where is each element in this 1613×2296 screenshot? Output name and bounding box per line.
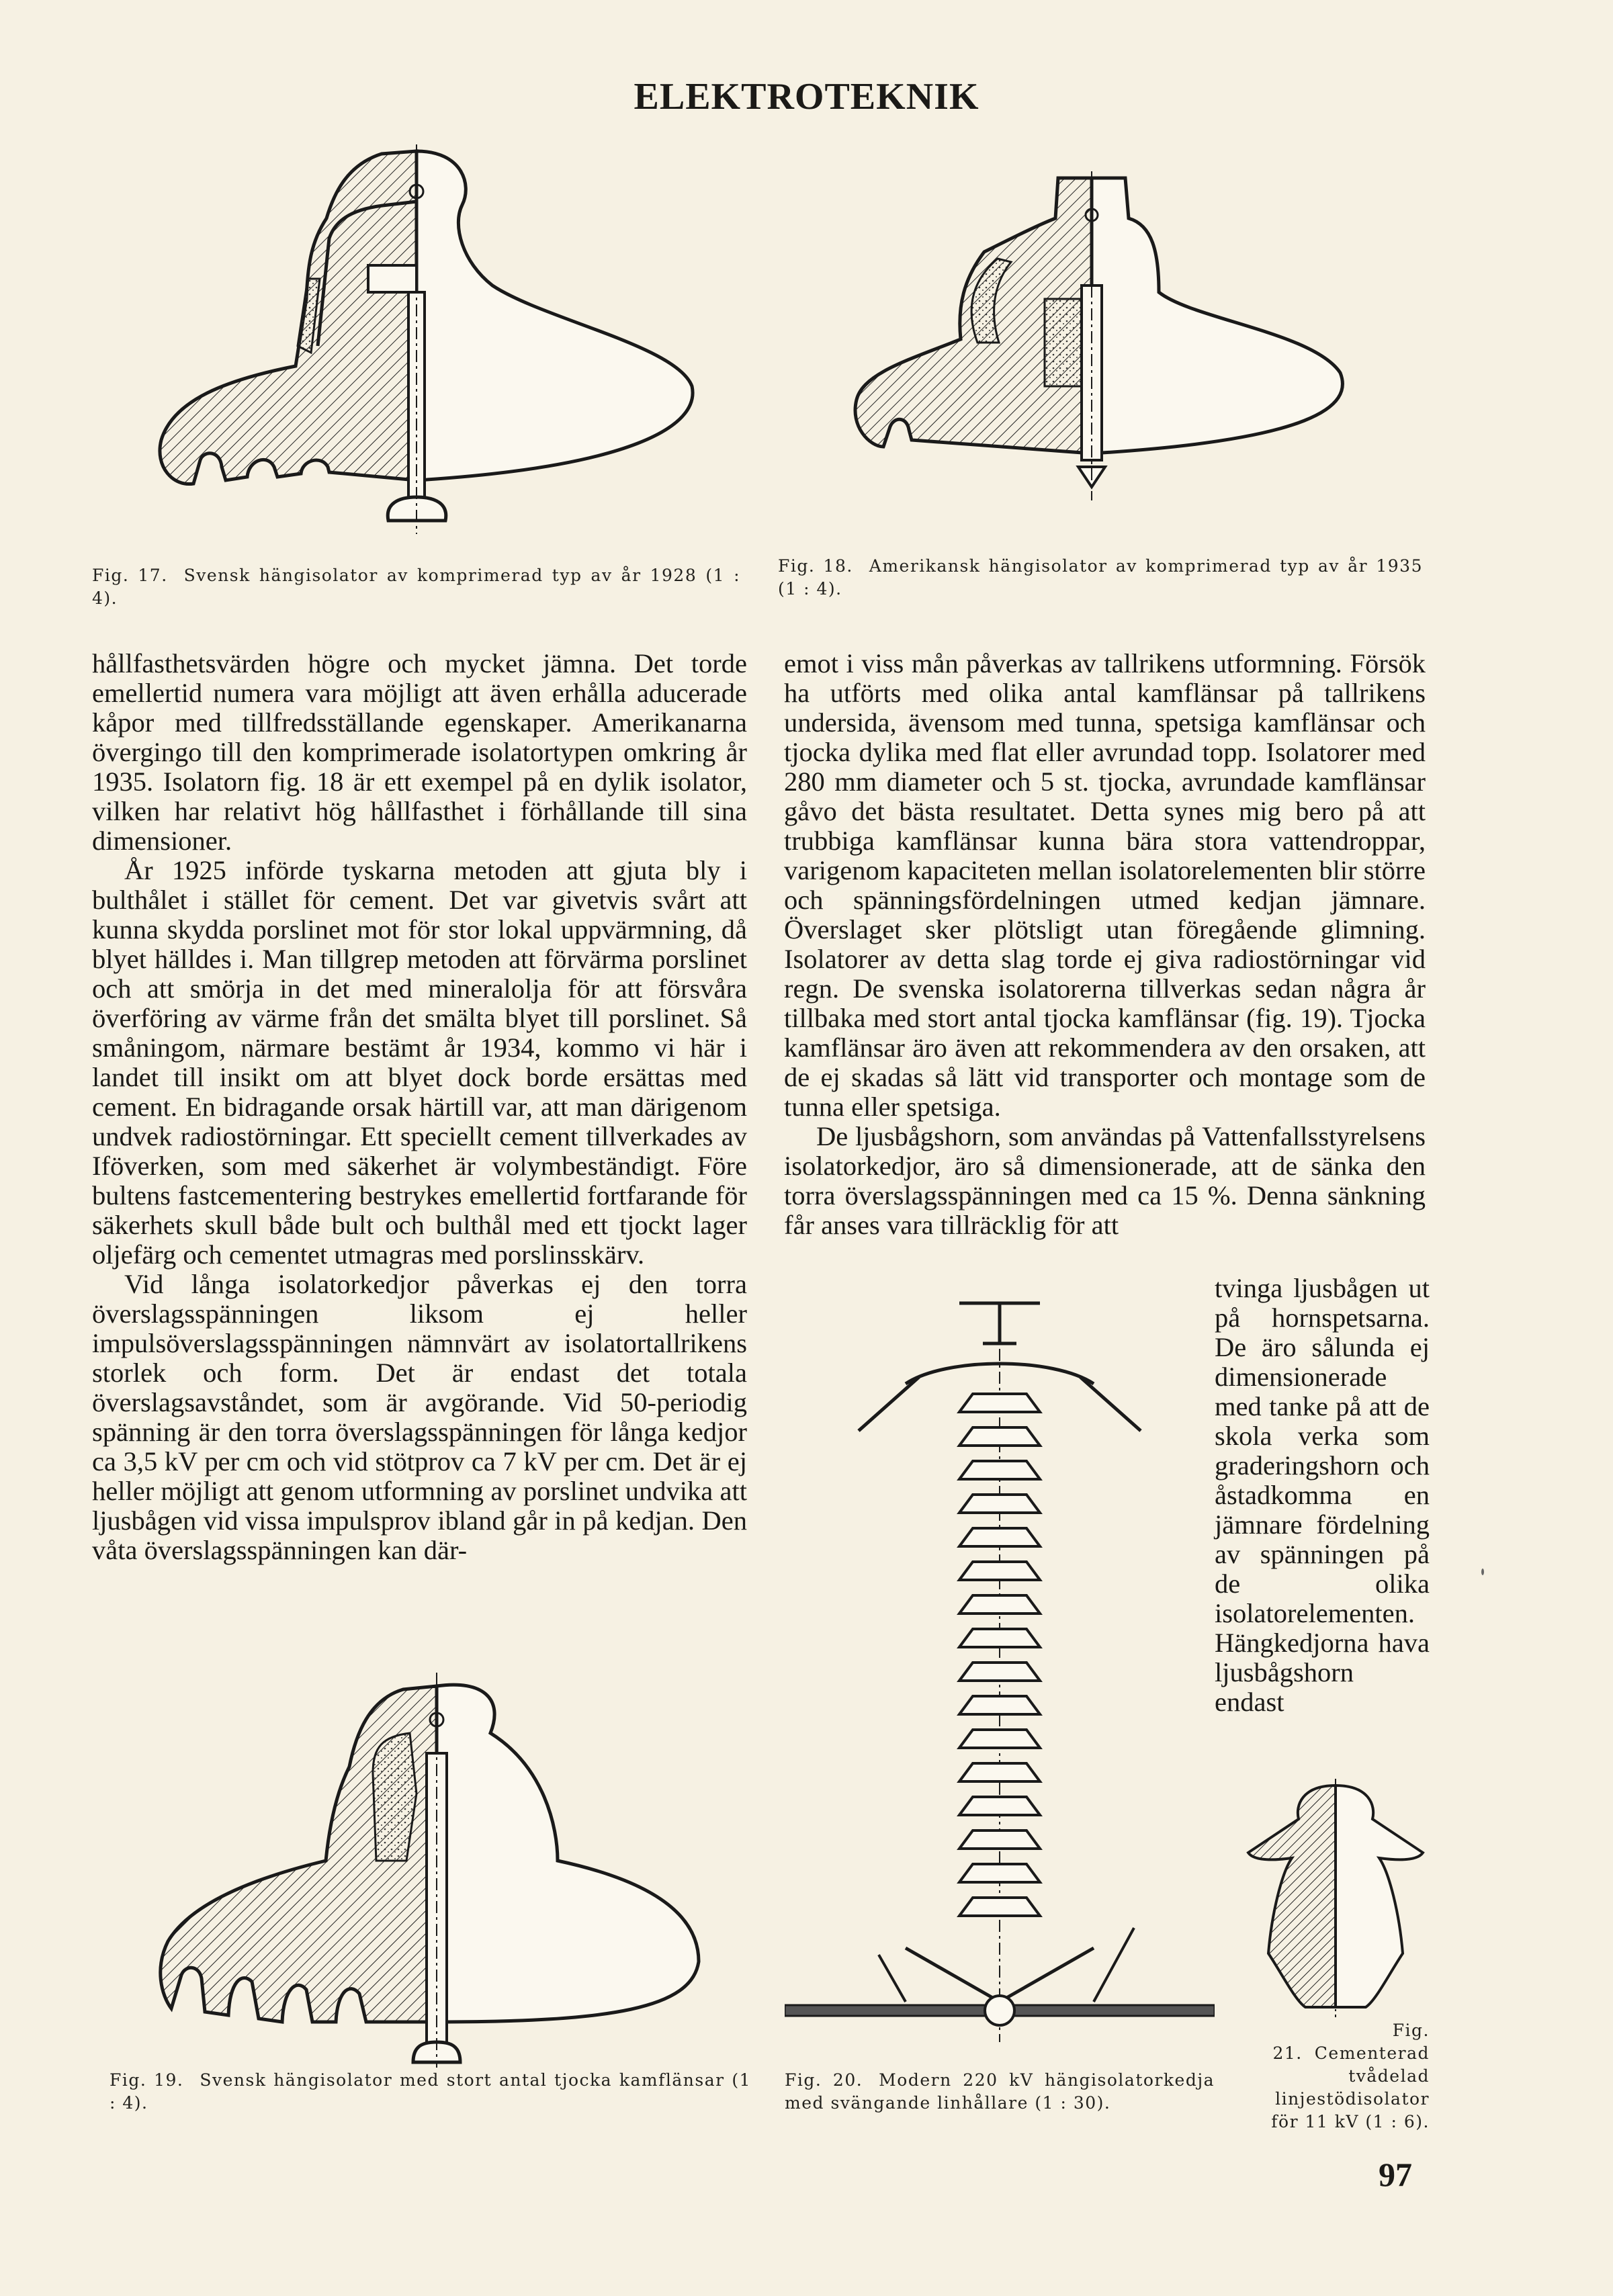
figure-20-illustration <box>785 1290 1215 2049</box>
figure-21-illustration <box>1235 1779 1436 2021</box>
figure-19-number: Fig. 19. <box>110 2070 184 2090</box>
figure-20-number: Fig. 20. <box>785 2070 863 2090</box>
left-text-column <box>92 649 747 1565</box>
figure-18-caption-text: Amerikansk hängisolator av komprimerad typ av år 1935 (1 : 4). <box>778 556 1423 599</box>
figure-17-illustration <box>146 144 704 547</box>
header-initial: E <box>634 76 660 118</box>
right-text-column <box>784 649 1426 1240</box>
figure-20-caption-text: Modern 220 kV hängisolatorkedja med svängande linhållare (1 : 30). <box>785 2070 1215 2113</box>
figure-19-caption-text: Svensk hängisolator med stort antal tjocka kamflänsar (1 : 4). <box>110 2070 751 2113</box>
page-number: 97 <box>1379 2156 1412 2193</box>
left-paragraph-3: Vid långa isolatorkedjor påverkas ej den torra överslagsspänningen liksom ej heller impulsöverslagsspänningen nämnvärt av isolatortallrikens storlek och form. Det är endast det totala överslagsavståndet, som är avgörande. Vid 50-periodig spänning är den torra överslagsspänningen för långa kedjor ca 3,5 kV per cm och vid stötprov ca 7 kV per cm. Det är ej heller möjligt att genom utformning av porslinet undvika att ljusbågen vid vissa impulsprov ibland går in på kedjan. Den våta överslagsspänningen kan där- <box>92 1269 747 1565</box>
print-speck <box>1481 1569 1484 1575</box>
figure-17-number: Fig. 17. <box>92 566 168 585</box>
figure-21-caption <box>1248 2019 1430 2133</box>
figure-19-illustration <box>141 1659 746 2069</box>
figure-21-caption-text: Cementerad tvådelad linjestödisolator för 11 kV (1 : 6). <box>1271 2043 1430 2131</box>
right-paragraph-2: De ljusbågshorn, som användas på Vattenfallsstyrelsens isolatorkedjor, äro så dimensionerade, att de sänka den torra överslagsspänningen med ca 15 %. Denna sänkning får anses vara tillräcklig för att <box>784 1121 1426 1240</box>
figure-20-caption <box>785 2069 1215 2115</box>
left-paragraph-1: hållfasthetsvärden högre och mycket jämna. Det torde emellertid numera vara möjligt att även erhålla aducerade kåpor med tillfredsställande egenskaper. Amerikanarna övergingo till den komprimerade isolatortypen omkring år 1935. Isolatorn fig. 18 är ett exempel på en dylik isolator, vilken har relativt hög hållfasthet i förhållande till sina dimensioner. <box>92 648 747 856</box>
right-paragraph-1: emot i viss mån påverkas av tallrikens utformning. Försök ha utförts med olika antal kamflänsar på tallrikens undersida, ävensom med tunna, spetsiga kamflänsar och tjocka dylika med flat eller avrundad topp. Isolatorer med 280 mm diameter och 5 st. tjocka, avrundade kamflänsar gåvo det bästa resultatet. Detta synes mig bero på att trubbiga kamflänsar kunna bära stora vattendroppar, varigenom kapaciteten mellan isolatorelementen blir större och spänningsfördelningen utmed kedjan jämnare. Överslaget sker plötsligt utan föregående glimning. Isolatorer av detta slag torde ej giva radiostörningar vid regn. De svenska isolatorerna tillverkas sedan några år tillbaka med stort antal tjocka kamflänsar (fig. 19). Tjocka kamflänsar äro även att rekommendera av den orsaken, att de ej skadas så lätt vid transporter och montage som de tunna eller spetsiga. <box>784 648 1426 1122</box>
figure-18-number: Fig. 18. <box>778 556 853 576</box>
figure-21-number: Fig. 21. <box>1272 2021 1430 2063</box>
figure-19-caption <box>110 2069 751 2115</box>
right-narrow-paragraph: tvinga ljusbågen ut på hornspetsarna. De äro sålunda ej dimensionerade med tanke på att de skola verka som graderingshorn och åstadkomma en jämnare fördelning av spänningen på de olika isolatorelementen. Hängkedjorna hava ljusbågshorn endast <box>1215 1273 1430 1717</box>
header-rest: LEKTROTEKNIK <box>659 76 979 118</box>
figure-18-illustration <box>843 171 1367 507</box>
figure-18-caption <box>778 555 1423 601</box>
figure-17-caption-text: Svensk hängisolator av komprimerad typ av år 1928 (1 : 4). <box>92 566 740 608</box>
left-paragraph-2: År 1925 införde tyskarna metoden att gjuta bly i bulthålet i stället för cement. Det var givetvis svårt att kunna skydda porslinet mot för stor lokal uppvärmning, då blyet hälldes i. Man tillgrep metoden att förvärma porslinet och att smörja in det med mineralolja för att försvåra överföring av värme från det smälta blyet till porslinet. Så småningom, närmare bestämt år 1934, kommo vi här i landet till insikt om att blyet dock borde ersättas med cement. En bidragande orsak härtill var, att man därigenom undvek radiostörningar. Ett speciellt cement tillverkades av Iföverken, som med säkerhet är volymbeständigt. Före bultens fastcementering bestrykes emellertid fortfarande för säkerhets skull både bult och bulthål med ett tjockt lager oljefärg och cementet utmagras med porslinsskärv. <box>92 855 747 1270</box>
right-narrow-text-column <box>1215 1274 1430 1717</box>
running-header <box>0 75 1613 118</box>
figure-17-caption <box>92 564 740 610</box>
